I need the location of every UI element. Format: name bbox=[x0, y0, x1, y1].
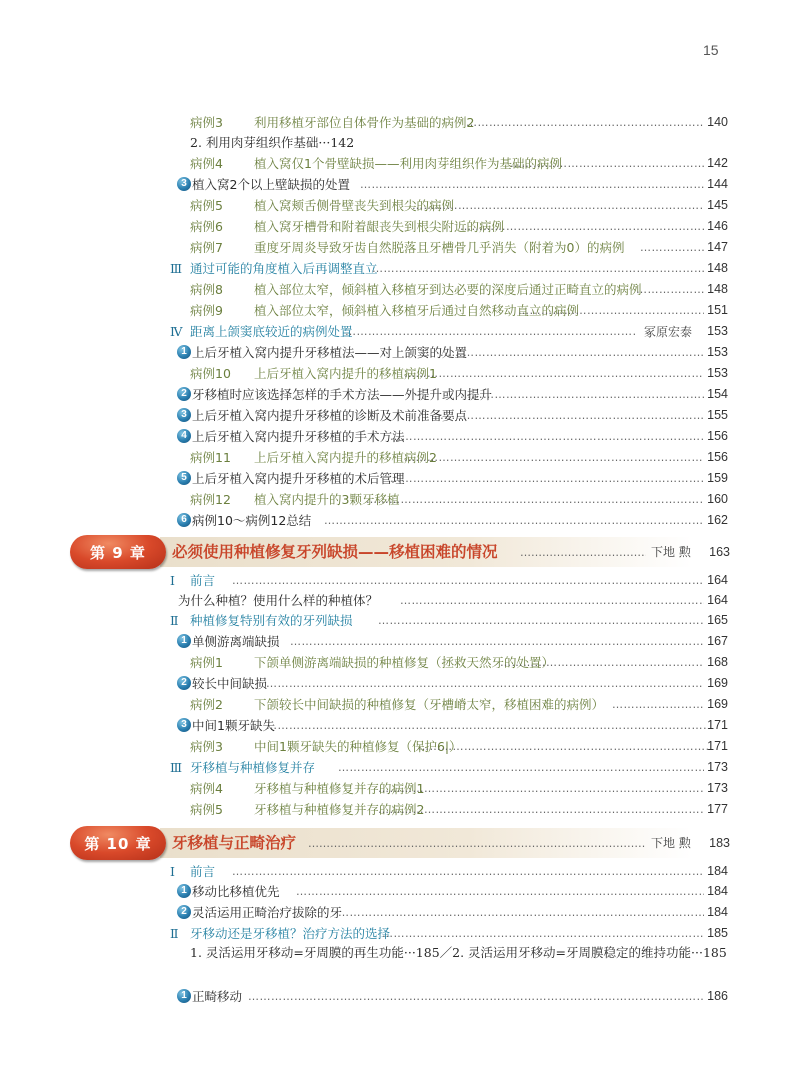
entry-title: 种植修复特别有效的牙列缺损 bbox=[190, 613, 353, 628]
toc-entry-item[interactable] bbox=[0, 383, 790, 405]
entry-title: 前言 bbox=[190, 864, 216, 879]
leader-dots bbox=[378, 609, 704, 631]
page-ref: 171 bbox=[707, 718, 728, 732]
page-ref: 183 bbox=[709, 836, 730, 850]
number-badge-icon: 6 bbox=[177, 513, 191, 527]
page-ref: 140 bbox=[707, 115, 728, 129]
case-label: 病例3 bbox=[190, 739, 223, 754]
page-ref: 173 bbox=[707, 760, 728, 774]
entry-title: 上后牙植入窝内提升牙移植的术后管理 bbox=[192, 471, 405, 486]
page-number: 15 bbox=[703, 42, 719, 58]
leader-dots bbox=[324, 509, 704, 531]
entry-title: 植入窝2个以上壁缺损的处置 bbox=[192, 177, 350, 192]
entry-title: 单侧游离端缺损 bbox=[192, 634, 280, 649]
entry-title: 下颌单侧游离端缺损的种植修复（拯救天然牙的处置） bbox=[254, 655, 555, 670]
number-badge-icon: 2 bbox=[177, 676, 191, 690]
number-badge-icon: 5 bbox=[177, 471, 191, 485]
toc-entry-subheading[interactable] bbox=[0, 131, 790, 153]
toc-entry-case[interactable] bbox=[0, 111, 790, 133]
page-ref: 167 bbox=[707, 634, 728, 648]
page-ref: 173 bbox=[707, 781, 728, 795]
leader-dots bbox=[372, 257, 704, 279]
toc-entry-item[interactable] bbox=[0, 985, 790, 1007]
leader-dots bbox=[248, 985, 704, 1007]
leader-dots bbox=[232, 860, 704, 882]
leader-dots bbox=[418, 735, 708, 757]
case-label: 病例1 bbox=[190, 655, 223, 670]
leader-dots bbox=[400, 589, 704, 611]
entry-title: 2. 利用肉芽组织作基础···142 bbox=[190, 135, 355, 150]
leader-dots bbox=[440, 404, 704, 426]
toc-entry-section[interactable] bbox=[0, 609, 790, 631]
number-badge-icon: 1 bbox=[177, 989, 191, 1003]
page-ref: 165 bbox=[707, 613, 728, 627]
entry-title: 上后牙植入窝内提升牙移植法——对上颌窦的处置 bbox=[192, 345, 468, 360]
case-label: 病例4 bbox=[190, 156, 223, 171]
case-label: 病例6 bbox=[190, 219, 223, 234]
chapter-badge: 第 9 章 bbox=[70, 535, 166, 569]
entry-title: 上后牙植入窝内提升牙移植的手术方法 bbox=[192, 429, 405, 444]
page-ref: 145 bbox=[707, 198, 728, 212]
page-ref: 184 bbox=[707, 905, 728, 919]
chapter-heading[interactable] bbox=[70, 535, 730, 569]
entry-title: 植入窝牙槽骨和附着龈丧失到根尖附近的病例 bbox=[254, 219, 505, 234]
chapter-title: 牙移植与正畸治疗 bbox=[172, 834, 297, 852]
page-ref: 163 bbox=[709, 545, 730, 559]
number-badge-icon: 2 bbox=[177, 905, 191, 919]
roman-numeral: Ⅳ bbox=[170, 323, 183, 339]
page-ref: 164 bbox=[707, 593, 728, 607]
case-label: 病例8 bbox=[190, 282, 223, 297]
entry-title: 上后牙植入窝内提升牙移植的诊断及术前准备要点 bbox=[192, 408, 468, 423]
toc-entry-case[interactable] bbox=[0, 777, 790, 799]
toc-entry-case[interactable] bbox=[0, 362, 790, 384]
toc-entry-item[interactable] bbox=[0, 467, 790, 489]
number-badge-icon: 3 bbox=[177, 408, 191, 422]
page-ref: 156 bbox=[707, 450, 728, 464]
leader-dots bbox=[308, 826, 646, 860]
author-name: 冢原宏泰 bbox=[644, 324, 693, 339]
leader-dots bbox=[460, 383, 704, 405]
case-label: 病例7 bbox=[190, 240, 223, 255]
case-label: 病例12 bbox=[190, 492, 231, 507]
toc-entry-case[interactable] bbox=[0, 735, 790, 757]
page-ref: 156 bbox=[707, 429, 728, 443]
roman-numeral: Ⅱ bbox=[170, 612, 179, 628]
leader-dots bbox=[390, 425, 704, 447]
toc-entry-section[interactable] bbox=[0, 257, 790, 279]
chapter-badge: 第 10 章 bbox=[70, 826, 166, 860]
leader-dots bbox=[378, 777, 704, 799]
page-ref: 162 bbox=[707, 513, 728, 527]
leader-dots bbox=[612, 693, 704, 715]
page-ref: 184 bbox=[707, 884, 728, 898]
toc-entry-case[interactable] bbox=[0, 194, 790, 216]
roman-numeral: Ⅰ bbox=[170, 863, 175, 879]
toc-entry-section[interactable] bbox=[0, 569, 790, 591]
entry-title: 牙移植与种植修复并存 bbox=[190, 760, 316, 775]
page-ref: 169 bbox=[707, 697, 728, 711]
toc-entry-case[interactable] bbox=[0, 798, 790, 820]
leader-dots bbox=[338, 901, 704, 923]
leader-dots bbox=[266, 714, 708, 736]
page-ref: 153 bbox=[707, 324, 728, 338]
number-badge-icon: 4 bbox=[177, 429, 191, 443]
case-label: 病例5 bbox=[190, 802, 223, 817]
roman-numeral: Ⅲ bbox=[170, 759, 183, 775]
roman-numeral: Ⅱ bbox=[170, 925, 179, 941]
case-label: 病例4 bbox=[190, 781, 223, 796]
entry-title: 植入部位太窄，倾斜植入移植牙后通过自然移动直立的病例 bbox=[254, 303, 580, 318]
toc-entry-case[interactable] bbox=[0, 651, 790, 673]
case-label: 病例3 bbox=[190, 115, 223, 130]
leader-dots bbox=[440, 341, 704, 363]
toc-entry-case[interactable] bbox=[0, 215, 790, 237]
entry-title: 牙移动还是牙移植？治疗方法的选择 bbox=[190, 926, 391, 941]
toc-entry-item[interactable] bbox=[0, 630, 790, 652]
toc-entry-item[interactable] bbox=[0, 672, 790, 694]
page-ref: 142 bbox=[707, 156, 728, 170]
chapter-title: 必须使用种植修复牙列缺损——移植困难的情况 bbox=[172, 543, 498, 561]
leader-dots bbox=[404, 446, 704, 468]
number-badge-icon: 3 bbox=[177, 718, 191, 732]
page-ref: 159 bbox=[707, 471, 728, 485]
toc-entry-item[interactable] bbox=[0, 173, 790, 195]
toc-entry-case[interactable] bbox=[0, 299, 790, 321]
page-ref: 185 bbox=[707, 926, 728, 940]
leader-dots bbox=[460, 215, 704, 237]
toc-entry-item[interactable] bbox=[0, 880, 790, 902]
toc-entry-item[interactable] bbox=[0, 901, 790, 923]
leader-dots bbox=[466, 111, 704, 133]
number-badge-icon: 1 bbox=[177, 634, 191, 648]
chapter-heading[interactable] bbox=[70, 826, 730, 860]
toc-entry-case[interactable] bbox=[0, 152, 790, 174]
number-badge-icon: 1 bbox=[177, 884, 191, 898]
entry-title: 上后牙植入窝内提升的移植病例2 bbox=[254, 450, 437, 465]
page-ref: 146 bbox=[707, 219, 728, 233]
entry-title: 中间1颗牙缺失的种植修复（保护6|） bbox=[254, 739, 462, 754]
page-ref: 184 bbox=[707, 864, 728, 878]
toc-entry-case[interactable] bbox=[0, 446, 790, 468]
page-ref: 169 bbox=[707, 676, 728, 690]
leader-dots bbox=[345, 320, 635, 342]
number-badge-icon: 2 bbox=[177, 387, 191, 401]
case-label: 病例9 bbox=[190, 303, 223, 318]
page-ref: 177 bbox=[707, 802, 728, 816]
toc-entry-item[interactable] bbox=[0, 714, 790, 736]
toc-entry-item[interactable] bbox=[0, 341, 790, 363]
leader-dots bbox=[382, 922, 704, 944]
toc-entry-plain[interactable] bbox=[0, 589, 790, 611]
leader-dots bbox=[640, 236, 704, 258]
entry-title: 移动比移植优先 bbox=[192, 884, 280, 899]
toc-entry-item[interactable] bbox=[0, 509, 790, 531]
entry-title: 距离上颌窦底较近的病例处置 bbox=[190, 324, 353, 339]
page-ref: 148 bbox=[707, 282, 728, 296]
leader-dots bbox=[404, 362, 704, 384]
entry-title: 中间1颗牙缺失 bbox=[192, 718, 275, 733]
leader-dots bbox=[266, 672, 704, 694]
toc-entry-case[interactable] bbox=[0, 488, 790, 510]
number-badge-icon: 1 bbox=[177, 345, 191, 359]
entry-title: 为什么种植？使用什么样的种植体？ bbox=[178, 593, 379, 608]
leader-dots bbox=[378, 798, 704, 820]
author-name: 下地 勲 bbox=[651, 545, 691, 559]
leader-dots bbox=[338, 756, 704, 778]
entry-title: 通过可能的角度植入后再调整直立 bbox=[190, 261, 378, 276]
roman-numeral: Ⅰ bbox=[170, 572, 175, 588]
toc-entry-section[interactable] bbox=[0, 922, 790, 944]
entry-title: 牙移植与种植修复并存的病例2 bbox=[254, 802, 425, 817]
toc-entry-item[interactable] bbox=[0, 425, 790, 447]
leader-dots bbox=[296, 880, 704, 902]
author-name: 下地 勲 bbox=[651, 836, 691, 850]
roman-numeral: Ⅲ bbox=[170, 260, 183, 276]
entry-title: 病例10～病例12总结 bbox=[192, 513, 312, 528]
leader-dots bbox=[390, 467, 704, 489]
leader-dots bbox=[500, 651, 704, 673]
page-ref: 153 bbox=[707, 345, 728, 359]
entry-title: 植入窝内提升的3颗牙移植 bbox=[254, 492, 400, 507]
entry-title: 植入窝仅1个骨壁缺损——利用肉芽组织作为基础的病例 bbox=[254, 156, 562, 171]
entry-title: 上后牙植入窝内提升的移植病例1 bbox=[254, 366, 437, 381]
page-ref: 164 bbox=[707, 573, 728, 587]
toc-entry-case[interactable] bbox=[0, 236, 790, 258]
entry-title: 牙移植时应该选择怎样的手术方法——外提升或内提升 bbox=[192, 387, 493, 402]
page-ref: 154 bbox=[707, 387, 728, 401]
number-badge-icon: 3 bbox=[177, 177, 191, 191]
leader-dots bbox=[232, 569, 704, 591]
toc-entry-section[interactable] bbox=[0, 756, 790, 778]
toc-entry-case[interactable] bbox=[0, 693, 790, 715]
case-label: 病例2 bbox=[190, 697, 223, 712]
toc-entry-case[interactable] bbox=[0, 278, 790, 300]
page-ref: 153 bbox=[707, 366, 728, 380]
page-ref: 168 bbox=[707, 655, 728, 669]
page-ref: 186 bbox=[707, 989, 728, 1003]
entry-title: 正畸移动 bbox=[192, 989, 243, 1004]
page-ref: 151 bbox=[707, 303, 728, 317]
leader-dots bbox=[412, 194, 704, 216]
case-label: 病例5 bbox=[190, 198, 223, 213]
page-ref: 171 bbox=[707, 739, 728, 753]
toc-entry-section[interactable] bbox=[0, 860, 790, 882]
leader-dots bbox=[360, 173, 704, 195]
page-ref: 155 bbox=[707, 408, 728, 422]
entry-title: 较长中间缺损 bbox=[192, 676, 268, 691]
case-label: 病例10 bbox=[190, 366, 231, 381]
entry-title: 重度牙周炎导致牙齿自然脱落且牙槽骨几乎消失（附着为0）的病例 bbox=[254, 240, 625, 255]
entry-title: 利用移植牙部位自体骨作为基础的病例2 bbox=[254, 115, 475, 130]
leader-dots bbox=[520, 535, 646, 569]
leader-dots bbox=[518, 299, 704, 321]
toc-entry-item[interactable] bbox=[0, 404, 790, 426]
entry-title: 灵活运用正畸治疗拔除的牙 bbox=[192, 905, 343, 920]
entry-title: 植入窝颊舌侧骨壁丧失到根尖的病例 bbox=[254, 198, 455, 213]
page-ref: 144 bbox=[707, 177, 728, 191]
page-ref: 147 bbox=[707, 240, 728, 254]
page-ref: 148 bbox=[707, 261, 728, 275]
entry-title: 前言 bbox=[190, 573, 216, 588]
leader-dots bbox=[636, 278, 704, 300]
leader-dots bbox=[290, 630, 704, 652]
leader-dots bbox=[510, 152, 704, 174]
entry-title: 植入部位太窄，倾斜植入移植牙到达必要的深度后通过正畸直立的病例 bbox=[254, 282, 642, 297]
entry-title: 牙移植与种植修复并存的病例1 bbox=[254, 781, 425, 796]
entry-title: 下颌较长中间缺损的种植修复（牙槽嵴太窄，移植困难的病例） bbox=[254, 697, 605, 712]
case-label: 病例11 bbox=[190, 450, 231, 465]
toc-entry-section[interactable] bbox=[0, 320, 790, 342]
page-ref: 160 bbox=[707, 492, 728, 506]
toc-entry-subheading[interactable]: 1. 灵活运用牙移动=牙周膜的再生功能···185／2. 灵活运用牙移动=牙周膜稳定的维持功能···185 bbox=[190, 945, 727, 960]
leader-dots bbox=[366, 488, 704, 510]
